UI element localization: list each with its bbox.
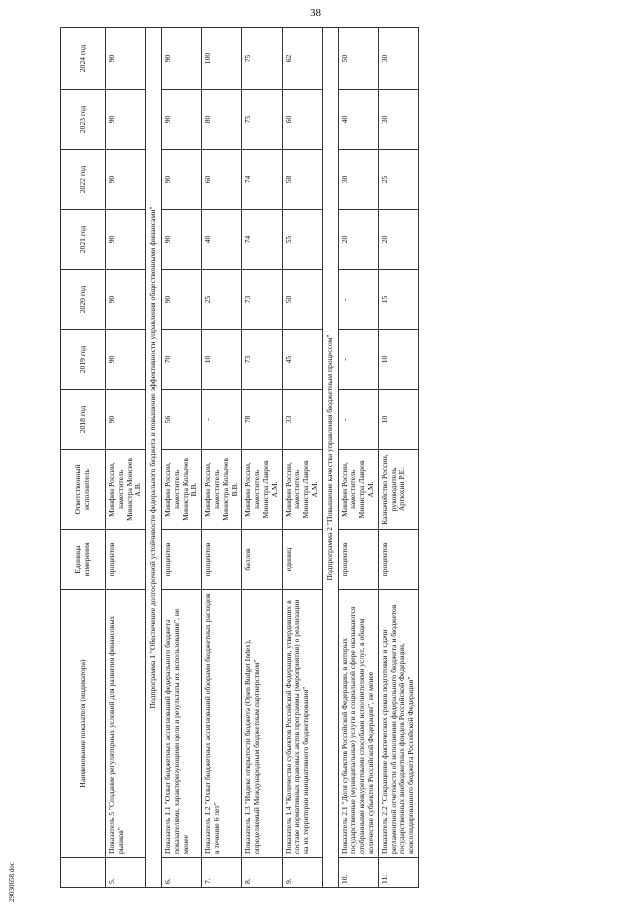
- year-value-cell: 55: [282, 210, 322, 270]
- year-value-cell: 30: [338, 150, 378, 210]
- header-col-2022: 2022 год: [61, 150, 106, 210]
- unit-cell: процентов: [106, 530, 146, 590]
- table-row: [282, 28, 322, 888]
- year-value-cell: 20: [378, 210, 418, 270]
- year-value-cell: 10: [202, 330, 242, 390]
- header-col-2018: 2018 год: [61, 390, 106, 450]
- year-value-cell: 45: [282, 330, 322, 390]
- subprogram-row: [322, 28, 338, 888]
- year-value-cell: 25: [202, 270, 242, 330]
- year-value-cell: -: [338, 270, 378, 330]
- table-row: [106, 28, 146, 888]
- year-value-cell: 56: [161, 390, 201, 450]
- year-value-cell: 90: [106, 150, 146, 210]
- year-value-cell: 58: [282, 150, 322, 210]
- indicators-table: [60, 27, 419, 888]
- year-value-cell: 75: [242, 28, 282, 90]
- year-value-cell: 10: [378, 330, 418, 390]
- year-value-cell: -: [338, 330, 378, 390]
- year-value-cell: 90: [161, 150, 201, 210]
- year-value-cell: 15: [378, 270, 418, 330]
- row-number: 11.: [378, 858, 418, 888]
- table-body: [106, 28, 419, 888]
- header-col-name: Наименование показателя (индикатора): [61, 590, 106, 858]
- year-value-cell: 60: [282, 90, 322, 150]
- footer: [6, 862, 36, 902]
- executor-cell: Минфин России, заместитель Министра Моисеев А.В.: [106, 450, 146, 530]
- executor-cell: Казначейство России, руководитель Артюхин Р.Е.: [378, 450, 418, 530]
- table-header-row: [61, 28, 106, 888]
- header-col-num: [61, 858, 106, 888]
- year-value-cell: 30: [378, 90, 418, 150]
- indicator-name: Показатель 1.2 "Охват бюджетных ассигнований обзорами бюджетных расходов в течение 6 лет": [202, 590, 242, 858]
- year-value-cell: 90: [106, 390, 146, 450]
- year-value-cell: 60: [202, 150, 242, 210]
- row-number: 10.: [338, 858, 378, 888]
- year-value-cell: 40: [338, 90, 378, 150]
- row-number: 8.: [242, 858, 282, 888]
- unit-cell: процентов: [378, 530, 418, 590]
- year-value-cell: 73: [242, 270, 282, 330]
- row-number: 9.: [282, 858, 322, 888]
- year-value-cell: 90: [106, 330, 146, 390]
- year-value-cell: 50: [282, 270, 322, 330]
- unit-cell: процентов: [338, 530, 378, 590]
- header-col-2020: 2020 год: [61, 270, 106, 330]
- footer-filename: 29030658.doc: [8, 862, 16, 902]
- unit-cell: процентов: [202, 530, 242, 590]
- year-value-cell: 90: [106, 210, 146, 270]
- unit-cell: баллов: [242, 530, 282, 590]
- year-value-cell: -: [338, 390, 378, 450]
- header-col-exec: Ответственный исполнитель: [61, 450, 106, 530]
- row-number: 5.: [106, 858, 146, 888]
- subprogram-row: [146, 28, 162, 888]
- rotated-table-container: [60, 28, 625, 888]
- header-col-2023: 2023 год: [61, 90, 106, 150]
- indicator-name: Показатель 1.3 "Индекс открытости бюджета (Open Budget Index), определяемый Международным бюджетным партнерством": [242, 590, 282, 858]
- header-col-unit: Единица измерения: [61, 530, 106, 590]
- header-col-2021: 2021 год: [61, 210, 106, 270]
- table-row: [378, 28, 418, 888]
- year-value-cell: 78: [242, 390, 282, 450]
- executor-cell: Минфин России, заместитель Министра Лавров А.М.: [282, 450, 322, 530]
- year-value-cell: 30: [378, 28, 418, 90]
- year-value-cell: 50: [338, 28, 378, 90]
- year-value-cell: 100: [202, 28, 242, 90]
- year-value-cell: 90: [161, 210, 201, 270]
- row-number: 7.: [202, 858, 242, 888]
- indicator-name: Показатель 1.1 "Охват бюджетных ассигнований федерального бюджета показателями, характеризующими цели и результаты их использования", не менее: [161, 590, 201, 858]
- executor-cell: Минфин России, заместитель Министра Колычев В.В.: [202, 450, 242, 530]
- year-value-cell: 70: [161, 330, 201, 390]
- executor-cell: Минфин России, заместитель Министра Колычев В.В.: [161, 450, 201, 530]
- year-value-cell: 25: [378, 150, 418, 210]
- table-row: [202, 28, 242, 888]
- year-value-cell: 90: [161, 90, 201, 150]
- table-row: [242, 28, 282, 888]
- year-value-cell: 74: [242, 210, 282, 270]
- row-number: 6.: [161, 858, 201, 888]
- year-value-cell: 80: [202, 90, 242, 150]
- year-value-cell: 90: [161, 28, 201, 90]
- year-value-cell: 90: [161, 270, 201, 330]
- indicator-name: Показатель 2.1 "Доля субъектов Российской Федерации, в которых государственные (муниципальные) услуги в социальной сфере оказываются отобранными конкурентными способами исполнителями услуг, в общем количестве субъектов Российской Федерации", не менее: [338, 590, 378, 858]
- year-value-cell: 10: [378, 390, 418, 450]
- unit-cell: единиц: [282, 530, 322, 590]
- indicator-name: Показатель 1.4 "Количество субъектов Российской Федерации, утвердивших в составе нормативных правовых актов программы (мероприятия) о реализации на их территории инициативного бюджетирования": [282, 590, 322, 858]
- year-value-cell: 90: [106, 270, 146, 330]
- executor-cell: Минфин России, заместитель Министра Лавров А.М.: [242, 450, 282, 530]
- year-value-cell: 40: [202, 210, 242, 270]
- indicator-name: Показатель 2.2 "Сокращение фактических сроков подготовки и сдачи регламентной отчетности об исполнении федерального бюджета и бюджетов государственных внебюджетных фондов Российской Федерации, консолидированного бюджета Российской Федерации": [378, 590, 418, 858]
- year-value-cell: 62: [282, 28, 322, 90]
- year-value-cell: 74: [242, 150, 282, 210]
- table-row: [161, 28, 201, 888]
- header-col-2024: 2024 год: [61, 28, 106, 90]
- year-value-cell: 90: [106, 90, 146, 150]
- year-value-cell: 33: [282, 390, 322, 450]
- year-value-cell: 90: [106, 28, 146, 90]
- page-number: 38: [310, 7, 321, 19]
- table-row: [338, 28, 378, 888]
- indicator-name: Показатель 5 "Создание регуляторных условий для развития финансовых рынков": [106, 590, 146, 858]
- year-value-cell: 75: [242, 90, 282, 150]
- subprogram-title: Подпрограмма 2 "Повышение качества управления бюджетным процессом": [322, 28, 338, 888]
- executor-cell: Минфин России, заместитель Министра Лавров А.М.: [338, 450, 378, 530]
- header-col-2019: 2019 год: [61, 330, 106, 390]
- year-value-cell: 20: [338, 210, 378, 270]
- unit-cell: процентов: [161, 530, 201, 590]
- year-value-cell: 73: [242, 330, 282, 390]
- year-value-cell: -: [202, 390, 242, 450]
- subprogram-title: Подпрограмма 1 "Обеспечение долгосрочной устойчивости федерального бюджета и повышение эффективности управления общественными финансами": [146, 28, 162, 888]
